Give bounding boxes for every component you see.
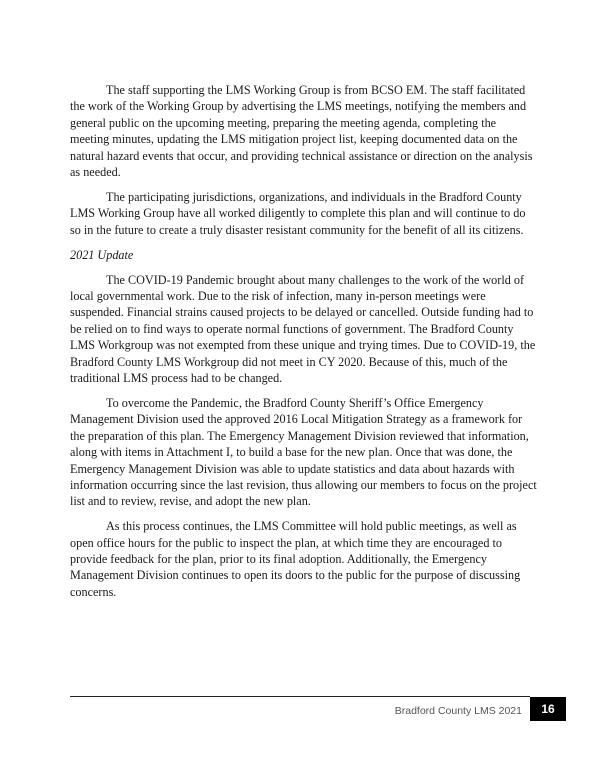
document-body <box>70 82 538 609</box>
section-heading-2021-update: 2021 Update <box>70 247 134 262</box>
footer-divider <box>70 696 530 697</box>
footer-document-title: Bradford County LMS 2021 <box>394 705 522 717</box>
paragraph-participating-jurisdictions: The participating jurisdictions, organizations, and individuals in the Bradford County LMS Working Group have all worked diligently to complete this plan and will continue to do so in the future to create a truly disaster resistant community for the benefit of all its citizens. <box>70 189 526 237</box>
paragraph-overcome-pandemic: To overcome the Pandemic, the Bradford County Sheriff’s Office Emergency Management Division used the approved 2016 Local Mitigation Strategy as a framework for the preparation of this plan. The Emergency Management Division reviewed that information, along with items in Attachment I, to build a base for the new plan. Once that was done, the Emergency Management Division was able to update statistics and data about hazards with information occurring since the last revision, thus allowing our members to focus on the project list and to review, revise, and adopt the new plan. <box>70 395 537 509</box>
paragraph-staff-support: The staff supporting the LMS Working Group is from BCSO EM. The staff facilitated the work of the Working Group by advertising the LMS meetings, notifying the members and general public on the upcoming meeting, preparing the meeting agenda, completing the meeting minutes, updating the LMS mitigation project list, keeping documented data on the natural hazard events that occur, and providing technical assistance or direction on the analysis as needed. <box>70 83 533 180</box>
paragraph-process-continues: As this process continues, the LMS Committee will hold public meetings, as well as open office hours for the public to inspect the plan, at which time they are encouraged to provide feedback for the plan, prior to its final adoption. Additionally, the Emergency Management Division continues to open its doors to the public for the purpose of discussing concerns. <box>70 519 521 599</box>
paragraph-covid-pandemic: The COVID-19 Pandemic brought about many challenges to the work of the world of local governmental work. Due to the risk of infection, many in-person meetings were suspended. Financial strains caused projects to be delayed or cancelled. Outside funding had to be relied on to find ways to operate normal functions of government. The Bradford County LMS Workgroup was not exempted from these unique and trying times. Due to COVID-19, the Bradford County LMS Workgroup did not meet in CY 2020. Because of this, much of the traditional LMS process had to be changed. <box>70 272 536 385</box>
page-number-badge: 16 <box>530 697 566 721</box>
